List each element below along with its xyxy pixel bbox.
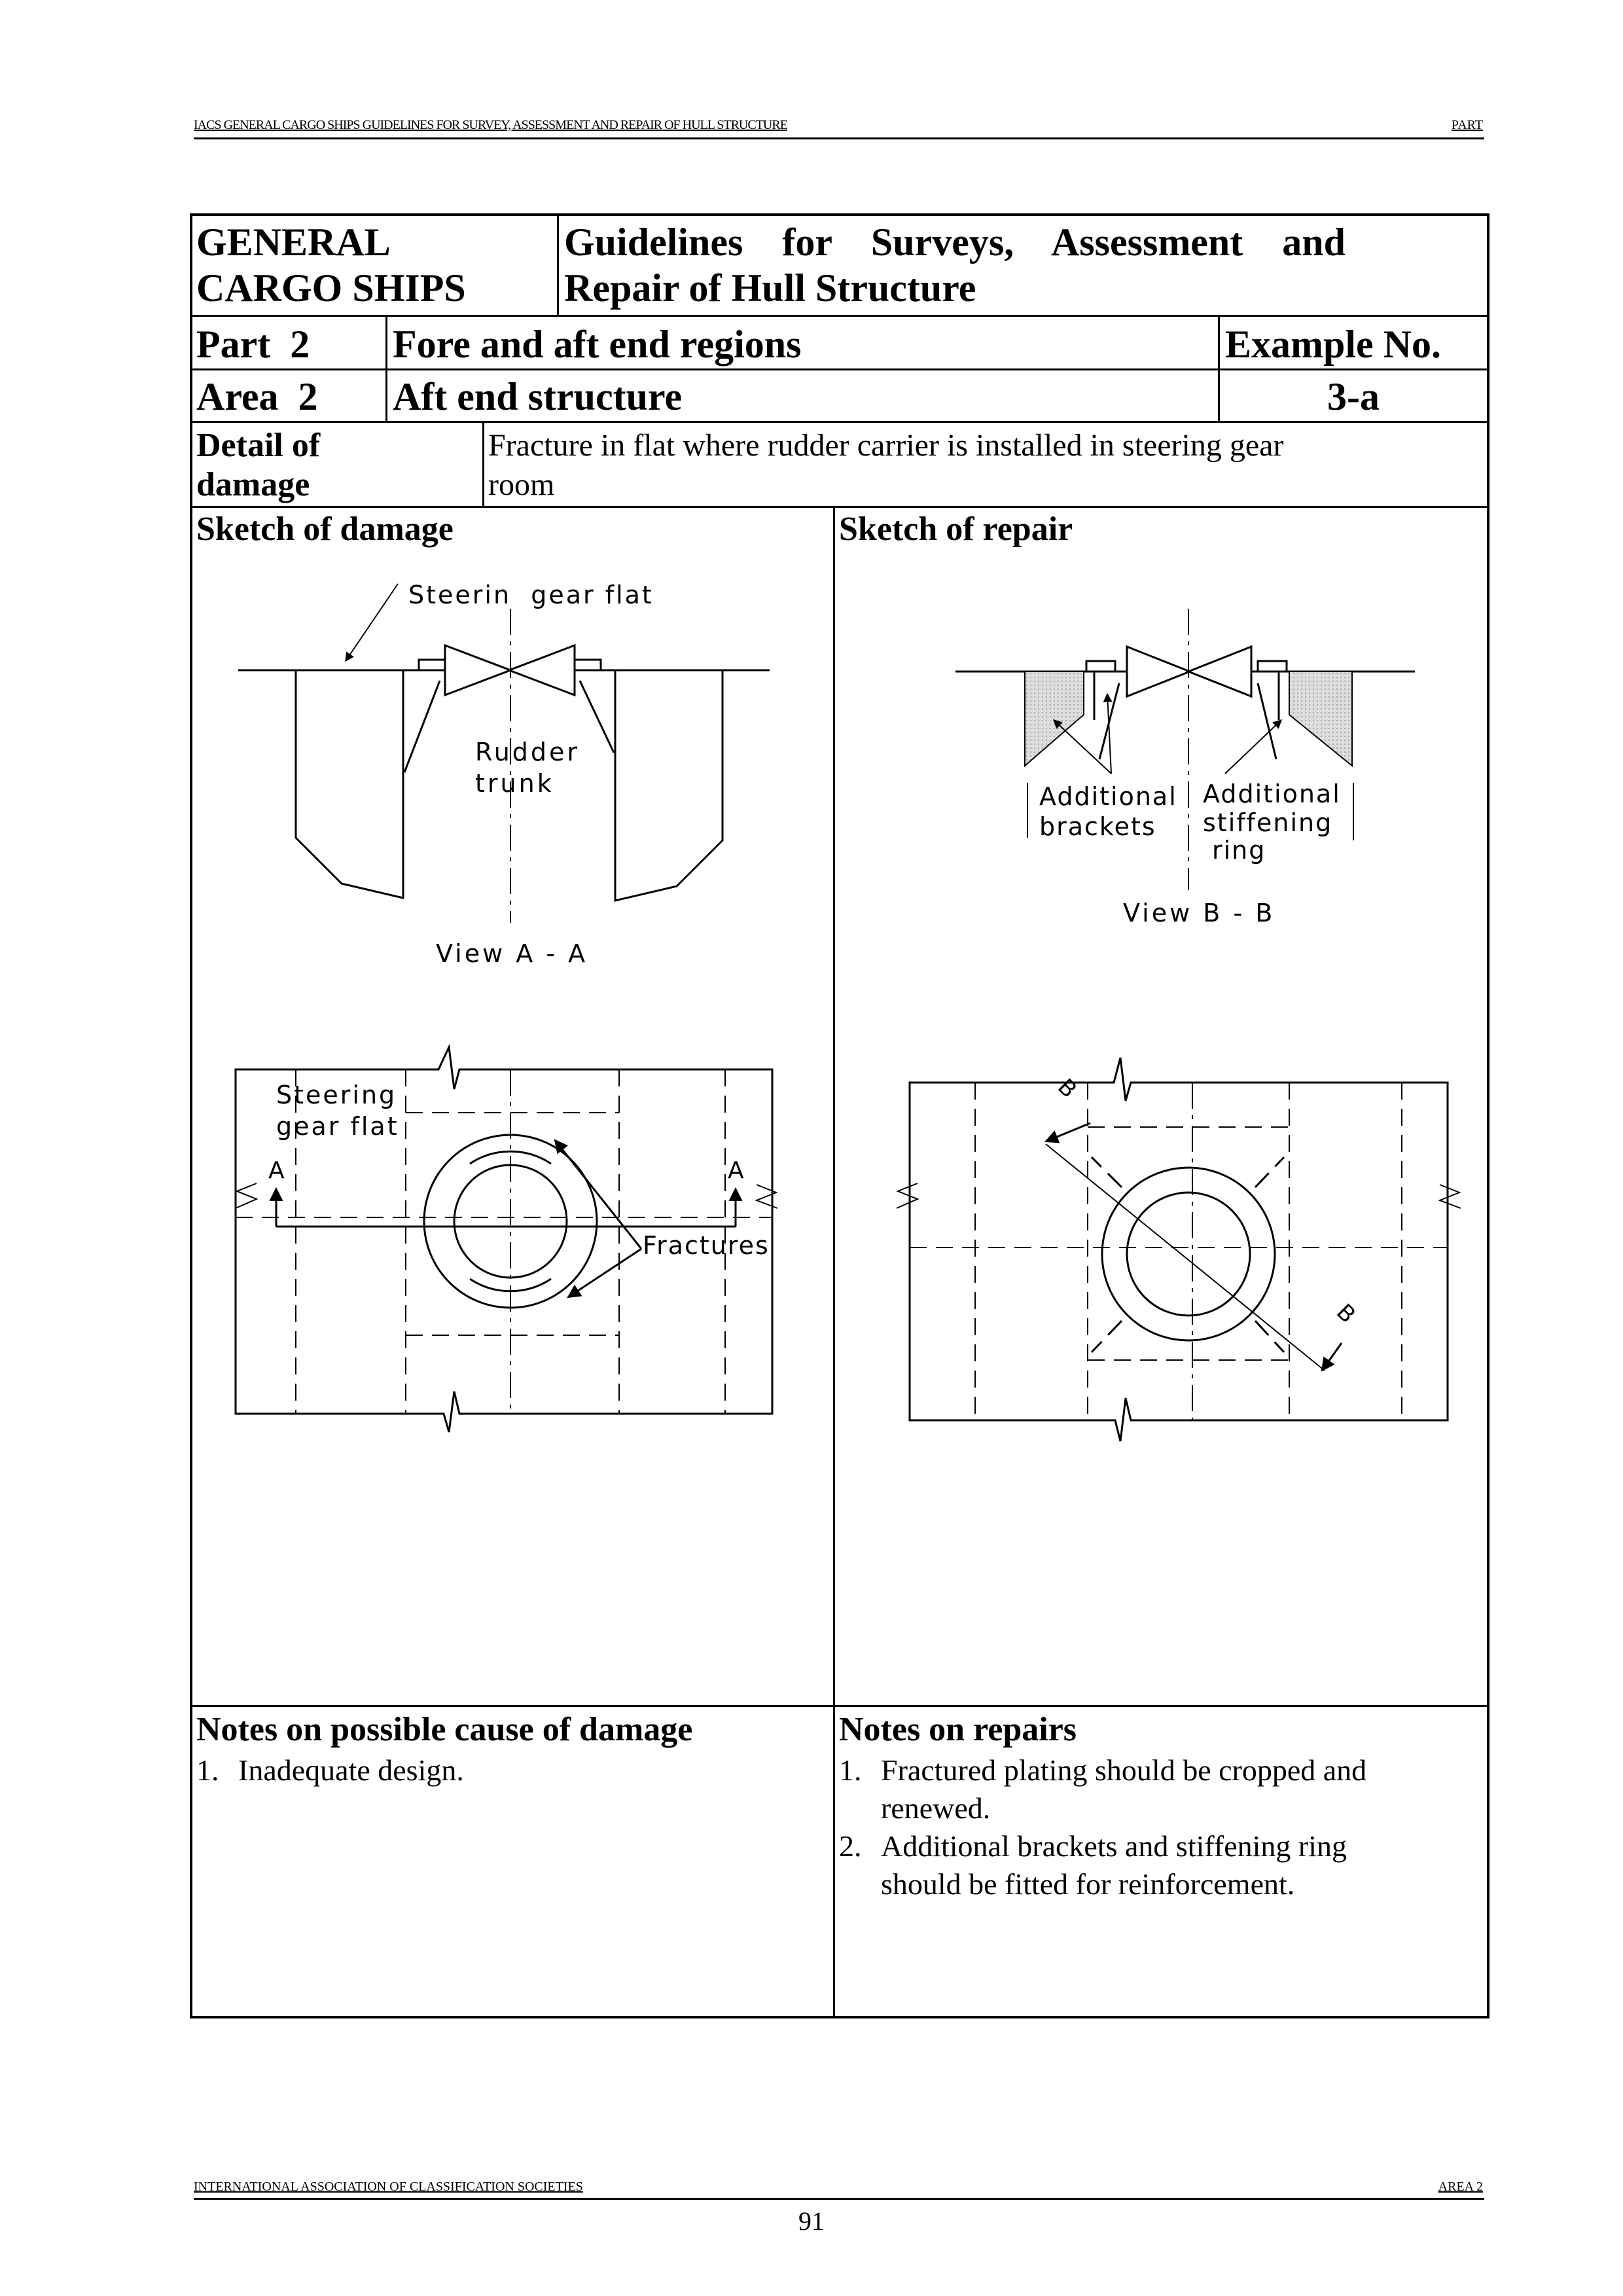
notes-repair-item-line1: Fractured plating should be cropped and — [881, 1753, 1367, 1787]
detail-label-line2: damage — [196, 466, 310, 503]
footer-rule — [194, 2198, 1484, 2200]
notes-repair-title: Notes on repairs — [839, 1711, 1077, 1748]
damage-example-sheet — [190, 213, 1489, 2018]
part-label-cell — [192, 317, 387, 370]
notes-repair-list — [836, 1751, 1478, 1903]
detail-text-cell — [484, 423, 1487, 508]
running-footer-area: AREA 2 — [1438, 2179, 1483, 2194]
ship-type-line1: GENERAL — [196, 221, 391, 264]
notes-cause-item-text: Inadequate design. — [238, 1753, 464, 1787]
additional-brackets-label: Additional — [1039, 782, 1177, 811]
ship-type-line2: CARGO SHIPS — [196, 266, 466, 310]
notes-cause-item — [194, 1751, 822, 1789]
sketch-damage-cell — [192, 508, 835, 1707]
notes-repair-item-number: 1. — [839, 1753, 862, 1787]
plan-steering-label: Steering — [276, 1081, 397, 1109]
example-label-cell — [1220, 317, 1487, 370]
running-header-part: PART — [1451, 118, 1483, 132]
stiffening-label: stiffening — [1203, 808, 1333, 837]
notes-repair-item-number: 2. — [839, 1829, 862, 1863]
notes-cause-title: Notes on possible cause of damage — [196, 1711, 693, 1748]
area-title-cell — [387, 370, 1220, 423]
notes-cause-list — [194, 1751, 822, 1789]
section-mark-b-top: B — [1052, 1073, 1082, 1103]
notes-repair-item — [836, 1827, 1478, 1903]
header-rule — [194, 137, 1484, 139]
notes-repair-item — [836, 1751, 1478, 1827]
notes-repair-cell — [835, 1707, 1487, 2016]
rudder-label: Rudder — [475, 738, 580, 766]
view-a-a-label: View A - A — [436, 939, 588, 968]
plan-gear-flat-label: gear flat — [276, 1112, 399, 1141]
ring-label: ring — [1212, 836, 1266, 865]
notes-repair-item-line1: Additional brackets and stiffening ring — [881, 1829, 1347, 1863]
detail-text-line2: room — [488, 467, 555, 502]
steering-flat-label: Steerin gear flat — [408, 581, 654, 609]
area-label-cell — [192, 370, 387, 423]
brackets-label: brackets — [1039, 812, 1156, 841]
additional-ring-label: Additional — [1203, 780, 1341, 808]
notes-cause-item-number: 1. — [196, 1753, 219, 1787]
sketch-damage-title: Sketch of damage — [196, 511, 454, 548]
example-number-cell — [1220, 370, 1487, 423]
section-mark-b-bottom: B — [1331, 1299, 1361, 1329]
notes-cause-cell — [192, 1707, 835, 2016]
notes-repair-item-line2: should be fitted for reinforcement. — [881, 1867, 1295, 1901]
view-b-b-label: View B - B — [1123, 899, 1275, 927]
area-title: Aft end structure — [393, 375, 683, 418]
notes-repair-item-line2: renewed. — [881, 1791, 991, 1825]
sketch-repair-title: Sketch of repair — [839, 511, 1073, 548]
part-title: Fore and aft end regions — [393, 323, 802, 366]
detail-label-cell — [192, 423, 484, 508]
area-label: Area 2 — [196, 375, 318, 418]
fractures-label: Fractures — [643, 1231, 770, 1260]
page-number: 91 — [798, 2206, 825, 2236]
part-title-cell — [387, 317, 1220, 370]
section-mark-a-right: A — [728, 1157, 744, 1184]
ship-type-cell — [192, 216, 559, 317]
trunk-label: trunk — [475, 769, 554, 798]
example-label: Example No. — [1225, 323, 1441, 366]
sketch-repair-cell — [835, 508, 1487, 1707]
part-label: Part 2 — [196, 323, 310, 366]
guidelines-title-line2: Repair of Hull Structure — [564, 266, 976, 310]
guidelines-title-line1: Guidelines for Surveys, Assessment and — [564, 221, 1346, 264]
running-header-title: IACS GENERAL CARGO SHIPS GUIDELINES FOR SURVEY, ASSESSMENT AND REPAIR OF HULL STRUCTURE — [194, 118, 787, 132]
running-footer-org: INTERNATIONAL ASSOCIATION OF CLASSIFICATION SOCIETIES — [194, 2179, 583, 2194]
detail-text-line1: Fracture in flat where rudder carrier is installed in steering gear — [488, 428, 1284, 463]
example-number: 3-a — [1327, 375, 1380, 418]
guidelines-title-cell — [559, 216, 1487, 317]
detail-label-line1: Detail of — [196, 427, 321, 464]
section-mark-a-left: A — [268, 1157, 285, 1184]
